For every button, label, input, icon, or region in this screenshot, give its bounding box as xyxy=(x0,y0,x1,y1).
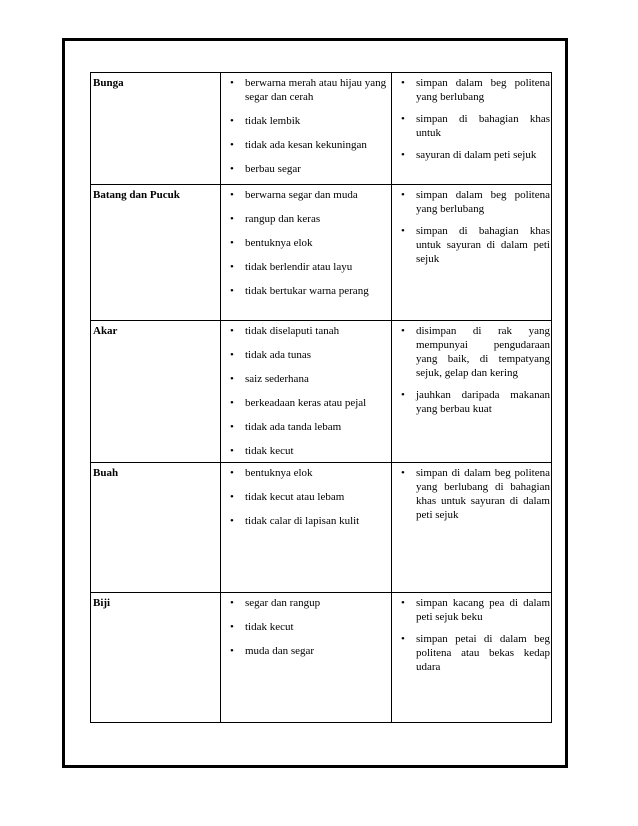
bullet-icon: • xyxy=(230,325,234,337)
list-item xyxy=(223,260,390,274)
list-item-text: simpan di bahagian khas untuk xyxy=(416,113,550,139)
list-item-text: tidak calar di lapisan kulit xyxy=(245,515,360,527)
list-item xyxy=(394,324,550,380)
list-item-text: jauhkan daripada makanan yang berbau kuat xyxy=(416,389,550,415)
characteristics-list xyxy=(223,466,390,528)
characteristics-cell xyxy=(221,321,392,463)
category-cell: Batang dan Pucuk xyxy=(91,185,221,321)
list-item xyxy=(394,148,550,162)
list-item-text: simpan petai di dalam beg politena atau bekas kedap udara xyxy=(416,633,550,673)
table-body xyxy=(91,73,552,723)
bullet-icon: • xyxy=(401,597,405,609)
list-item xyxy=(223,444,390,458)
list-item xyxy=(223,596,390,610)
storage-cell xyxy=(392,593,552,723)
list-item-text: simpan dalam beg politena yang berlubang xyxy=(416,77,550,103)
list-item xyxy=(394,224,550,266)
bullet-icon: • xyxy=(401,149,405,161)
table-row xyxy=(91,73,552,185)
list-item xyxy=(223,236,390,250)
list-item-text: rangup dan keras xyxy=(245,213,321,225)
list-item xyxy=(223,420,390,434)
characteristics-list xyxy=(223,188,390,298)
table-row xyxy=(91,185,552,321)
bullet-icon: • xyxy=(401,467,405,479)
list-item-text: tidak diselaputi tanah xyxy=(245,325,340,337)
bullet-icon: • xyxy=(230,213,234,225)
bullet-icon: • xyxy=(230,349,234,361)
list-item xyxy=(223,348,390,362)
list-item-text: bentuknya elok xyxy=(245,467,313,479)
list-item-text: bentuknya elok xyxy=(245,237,313,249)
category-cell: Akar xyxy=(91,321,221,463)
list-item xyxy=(223,514,390,528)
list-item xyxy=(394,388,550,416)
bullet-icon: • xyxy=(230,77,234,89)
list-item-text: simpan di dalam beg politena yang berlubang di bahagian khas untuk sayuran di dalam peti sejuk xyxy=(416,467,550,521)
list-item-text: tidak bertukar warna perang xyxy=(245,285,369,297)
list-item xyxy=(394,596,550,624)
category-cell: Buah xyxy=(91,463,221,593)
list-item xyxy=(223,396,390,410)
list-item-text: tidak lembik xyxy=(245,115,301,127)
bullet-icon: • xyxy=(230,139,234,151)
list-item-text: tidak ada kesan kekuningan xyxy=(245,139,367,151)
list-item-text: simpan kacang pea di dalam peti sejuk beku xyxy=(416,597,550,623)
bullet-icon: • xyxy=(230,261,234,273)
list-item-text: simpan di bahagian khas untuk sayuran di dalam peti sejuk xyxy=(416,225,550,265)
storage-cell xyxy=(392,321,552,463)
bullet-icon: • xyxy=(230,621,234,633)
list-item xyxy=(394,112,550,140)
storage-cell xyxy=(392,185,552,321)
list-item xyxy=(223,138,390,152)
storage-cell xyxy=(392,463,552,593)
storage-list xyxy=(394,466,550,522)
list-item-text: tidak ada tanda lebam xyxy=(245,421,342,433)
list-item xyxy=(223,284,390,298)
list-item-text: tidak kecut xyxy=(245,621,294,633)
characteristics-cell xyxy=(221,593,392,723)
bullet-icon: • xyxy=(230,421,234,433)
bullet-icon: • xyxy=(230,467,234,479)
bullet-icon: • xyxy=(230,115,234,127)
storage-list xyxy=(394,324,550,416)
list-item xyxy=(394,76,550,104)
bullet-icon: • xyxy=(230,285,234,297)
characteristics-list xyxy=(223,324,390,458)
list-item-text: berkeadaan keras atau pejal xyxy=(245,397,367,409)
bullet-icon: • xyxy=(230,515,234,527)
bullet-icon: • xyxy=(230,373,234,385)
storage-list xyxy=(394,188,550,266)
list-item xyxy=(394,466,550,522)
list-item-text: berbau segar xyxy=(245,163,301,175)
bullet-icon: • xyxy=(401,633,405,645)
bullet-icon: • xyxy=(401,325,405,337)
characteristics-cell xyxy=(221,73,392,185)
bullet-icon: • xyxy=(401,189,405,201)
bullet-icon: • xyxy=(230,491,234,503)
storage-table xyxy=(90,72,552,723)
bullet-icon: • xyxy=(401,113,405,125)
list-item-text: disimpan di rak yang mempunyai pengudaraan yang baik, di tempatyang sejuk, gelap dan kering xyxy=(416,325,550,379)
list-item-text: tidak ada tunas xyxy=(245,349,311,361)
bullet-icon: • xyxy=(230,397,234,409)
storage-list xyxy=(394,76,550,162)
list-item-text: tidak kecut atau lebam xyxy=(245,491,345,503)
list-item xyxy=(223,114,390,128)
bullet-icon: • xyxy=(230,189,234,201)
characteristics-cell xyxy=(221,463,392,593)
list-item xyxy=(223,644,390,658)
bullet-icon: • xyxy=(401,225,405,237)
characteristics-list xyxy=(223,76,390,176)
bullet-icon: • xyxy=(230,645,234,657)
bullet-icon: • xyxy=(401,77,405,89)
category-cell: Biji xyxy=(91,593,221,723)
list-item xyxy=(223,212,390,226)
list-item-text: tidak kecut xyxy=(245,445,294,457)
table-row xyxy=(91,463,552,593)
list-item-text: tidak berlendir atau layu xyxy=(245,261,353,273)
characteristics-cell xyxy=(221,185,392,321)
bullet-icon: • xyxy=(401,389,405,401)
list-item xyxy=(223,490,390,504)
list-item xyxy=(394,188,550,216)
storage-cell xyxy=(392,73,552,185)
table-row xyxy=(91,321,552,463)
list-item-text: segar dan rangup xyxy=(245,597,321,609)
list-item xyxy=(223,324,390,338)
list-item-text: sayuran di dalam peti sejuk xyxy=(416,149,537,161)
list-item xyxy=(223,162,390,176)
list-item xyxy=(394,632,550,674)
bullet-icon: • xyxy=(230,445,234,457)
bullet-icon: • xyxy=(230,163,234,175)
characteristics-list xyxy=(223,596,390,658)
list-item xyxy=(223,76,390,104)
list-item xyxy=(223,620,390,634)
storage-list xyxy=(394,596,550,674)
table-row xyxy=(91,593,552,723)
list-item-text: saiz sederhana xyxy=(245,373,309,385)
bullet-icon: • xyxy=(230,237,234,249)
list-item-text: berwarna merah atau hijau yang segar dan cerah xyxy=(245,77,387,103)
list-item-text: muda dan segar xyxy=(245,645,315,657)
list-item-text: berwarna segar dan muda xyxy=(245,189,358,201)
category-cell: Bunga xyxy=(91,73,221,185)
list-item xyxy=(223,188,390,202)
bullet-icon: • xyxy=(230,597,234,609)
list-item xyxy=(223,466,390,480)
list-item xyxy=(223,372,390,386)
list-item-text: simpan dalam beg politena yang berlubang xyxy=(416,189,550,215)
